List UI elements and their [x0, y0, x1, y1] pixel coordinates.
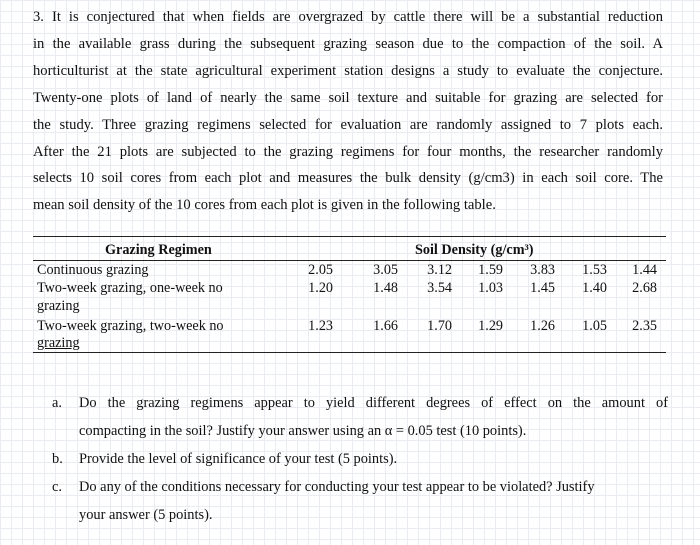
question-marker: a. [52, 395, 62, 411]
problem-line: mean soil density of the 10 cores from each plot is given in the following table. [33, 197, 496, 214]
header-grazing-regimen: Grazing Regimen [105, 242, 212, 258]
table-cell: 1.40 [582, 280, 607, 296]
question-line: Provide the level of significance of your test (5 points). [79, 451, 398, 467]
soil-density-table [33, 236, 666, 354]
table-cell: 2.35 [632, 318, 657, 334]
table-cell: 3.05 [373, 262, 398, 278]
problem-line: the study. Three grazing regimens selected for evaluation are randomly assigned to 7 plots each. [33, 116, 663, 133]
problem-line: selects 10 soil cores from each plot and measures the bulk density (g/cm3) in each soil core. The [33, 170, 663, 187]
table-cell: 1.70 [427, 318, 452, 334]
row-label: grazing [37, 298, 80, 314]
row-label: grazing [37, 335, 80, 351]
question-marker: c. [52, 479, 62, 495]
question-b [52, 445, 668, 473]
row-label: Two-week grazing, two-week no [37, 318, 224, 334]
problem-statement [33, 4, 663, 219]
row-label: Two-week grazing, one-week no [37, 280, 223, 296]
problem-line: horticulturist at the state agricultural experiment station designs a study to evaluate the conjecture. [33, 62, 663, 79]
table-cell: 1.26 [530, 318, 555, 334]
table-cell: 1.48 [373, 280, 398, 296]
question-text [79, 389, 668, 445]
table-cell: 1.29 [478, 318, 503, 334]
table-cell: 1.45 [530, 280, 555, 296]
table-cell: 1.23 [308, 318, 333, 334]
table-cell: 3.83 [530, 262, 555, 278]
row-label: Continuous grazing [37, 262, 149, 278]
question-a [52, 389, 668, 445]
table-cell: 1.20 [308, 280, 333, 296]
question-line: Do the grazing regimens appear to yield different degrees of effect on the amount of [79, 395, 668, 411]
table-cell: 1.53 [582, 262, 607, 278]
table-cell: 1.44 [632, 262, 657, 278]
table-rule-bottom [33, 352, 666, 353]
header-soil-density: Soil Density (g/cm³) [415, 242, 534, 258]
table-cell: 1.59 [478, 262, 503, 278]
problem-line: Twenty-one plots of land of nearly the same soil texture and suitable for grazing are selected for [33, 89, 663, 106]
problem-line: 3. It is conjectured that when fields are overgrazed by cattle there will be a substantial reduction [33, 9, 663, 25]
table-cell: 2.05 [308, 262, 333, 278]
question-text [79, 445, 668, 473]
problem-line: in the available grass during the subsequent grazing season due to the compaction of the soil. A [33, 35, 663, 52]
question-text [79, 473, 668, 529]
question-line: Do any of the conditions necessary for conducting your test appear to be violated? Justify [79, 479, 595, 495]
question-marker: b. [52, 451, 63, 467]
table-rule-top [33, 236, 666, 237]
table-cell: 3.12 [427, 262, 452, 278]
table-cell: 1.66 [373, 318, 398, 334]
question-c [52, 473, 668, 529]
table-cell: 3.54 [427, 280, 452, 296]
question-line: your answer (5 points). [79, 507, 213, 523]
question-line: compacting in the soil? Justify your answer using an α = 0.05 test (10 points). [79, 423, 527, 439]
problem-line: After the 21 plots are subjected to the grazing regimens for four months, the researcher randomly [33, 143, 663, 160]
table-rule-header [33, 260, 666, 261]
table-cell: 1.03 [478, 280, 503, 296]
question-list [52, 389, 668, 529]
table-cell: 1.05 [582, 318, 607, 334]
table-cell: 2.68 [632, 280, 657, 296]
